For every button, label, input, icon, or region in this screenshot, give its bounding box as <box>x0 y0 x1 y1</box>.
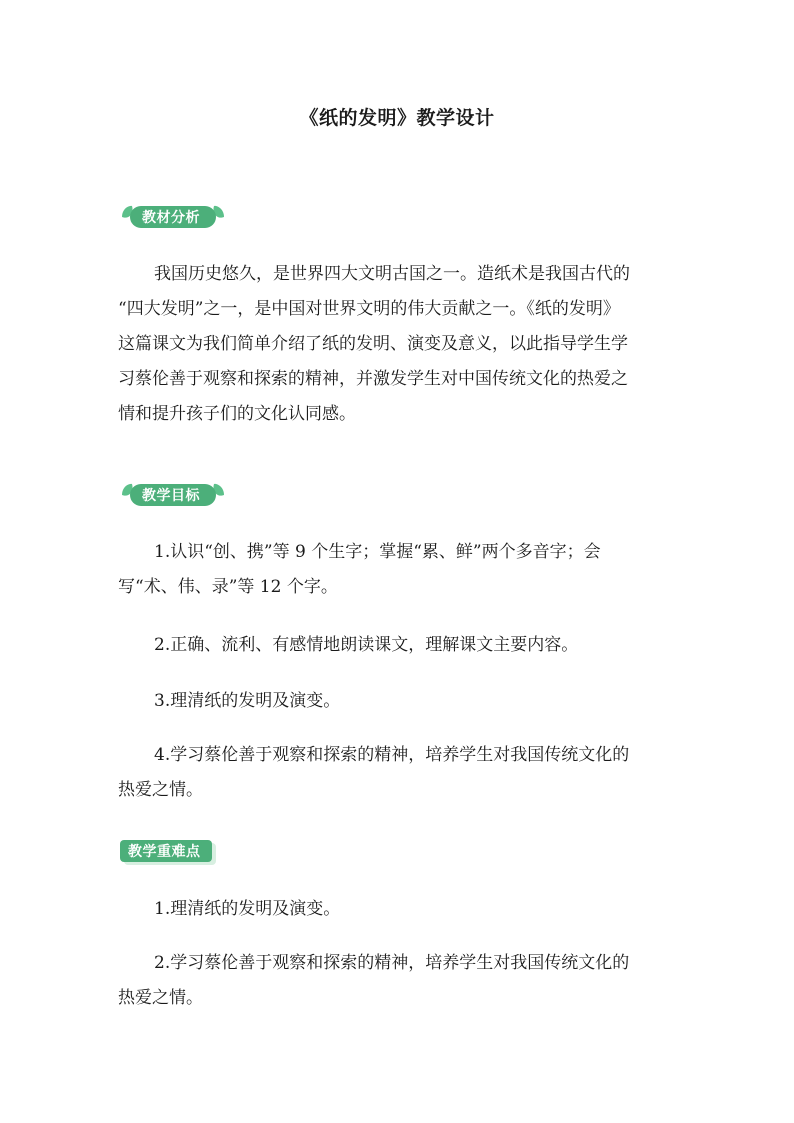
goal-item-3 <box>118 684 688 719</box>
paragraph-line: 2.学习蔡伦善于观察和探索的精神，培养学生对我国传统文化的 <box>154 953 630 973</box>
paragraph-line: 4.学习蔡伦善于观察和探索的精神，培养学生对我国传统文化的 <box>154 745 630 765</box>
section-heading-teaching-goals <box>118 480 228 510</box>
paragraph-line: 写“术、伟、录”等 12 个字。 <box>118 577 338 597</box>
difficulty-item-1 <box>118 892 688 927</box>
goal-item-1 <box>118 535 688 605</box>
paragraph-line: 我国历史悠久，是世界四大文明古国之一。造纸术是我国古代的 <box>154 264 630 284</box>
goal-item-2 <box>118 628 688 663</box>
section-heading-key-difficulties <box>118 837 218 867</box>
section-heading-label: 教材分析 <box>142 210 200 226</box>
paragraph-line: 热爱之情。 <box>118 988 203 1008</box>
paragraph-line: 情和提升孩子们的文化认同感。 <box>118 404 356 424</box>
document-title: 《纸的发明》教学设计 <box>299 107 495 129</box>
paragraph-line: 这篇课文为我们简单介绍了纸的发明、演变及意义，以此指导学生学 <box>118 334 628 354</box>
section-heading-label: 教学重难点 <box>128 844 201 860</box>
paragraph-line: 2.正确、流利、有感情地朗读课文，理解课文主要内容。 <box>154 635 579 655</box>
section-heading-textbook-analysis <box>118 202 228 232</box>
paragraph-line: 热爱之情。 <box>118 780 203 800</box>
paragraph-line: 1.理清纸的发明及演变。 <box>154 899 341 919</box>
section-heading-label: 教学目标 <box>142 488 200 504</box>
paragraph-line: 3.理清纸的发明及演变。 <box>154 691 341 711</box>
goal-item-4 <box>118 738 688 808</box>
paragraph-line: “四大发明”之一，是中国对世界文明的伟大贡献之一。《纸的发明》 <box>118 299 620 319</box>
paragraph-line: 习蔡伦善于观察和探索的精神，并激发学生对中国传统文化的热爱之 <box>118 369 628 389</box>
paragraph-line: 1.认识“创、携”等 9 个生字；掌握“累、鲜”两个多音字；会 <box>154 542 601 562</box>
paragraph-textbook-analysis <box>118 257 688 432</box>
difficulty-item-2 <box>118 946 688 1016</box>
